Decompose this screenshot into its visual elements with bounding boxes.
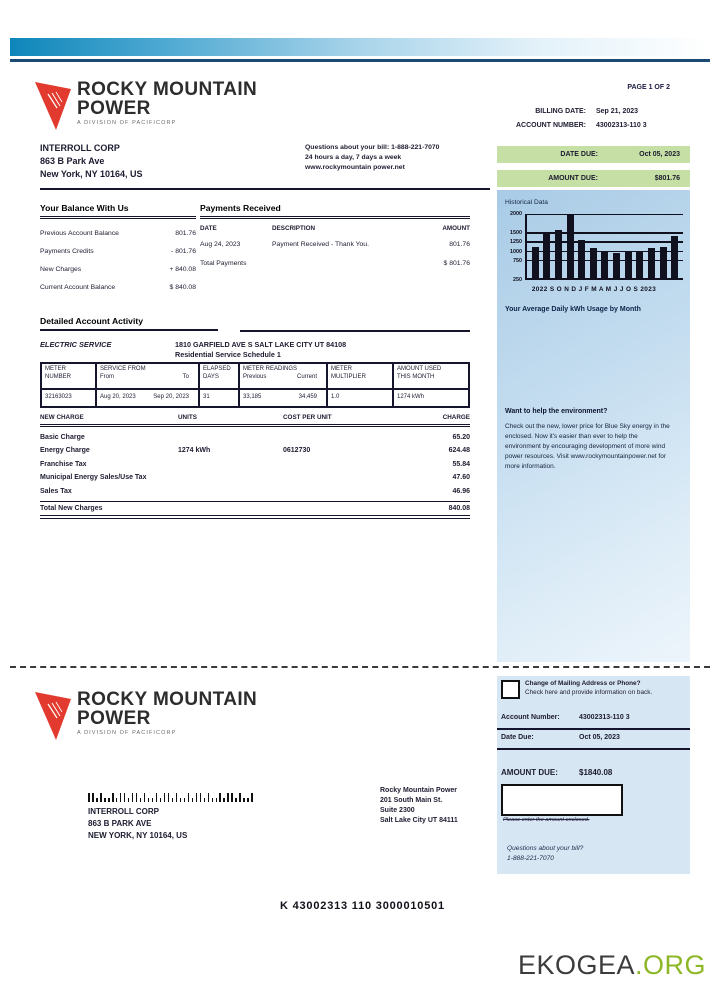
customer-address2: New York, NY 10164, US: [40, 169, 143, 179]
charge-row: Energy Charge 1274 kWh 0612730 624.48: [40, 447, 470, 454]
change-address-checkbox[interactable]: [501, 680, 520, 699]
balance-row-label: Previous Account Balance: [40, 230, 119, 237]
billing-date-label: BILLING DATE:: [535, 108, 586, 115]
amount-due-row: [497, 170, 690, 187]
logo-text: ROCKY MOUNTAIN POWER A DIVISION OF PACIFICORP: [77, 689, 258, 736]
stub-amount-due-row: [501, 768, 612, 777]
payments-col-amount: AMOUNT: [442, 225, 470, 232]
billing-date-row: [430, 108, 688, 120]
ekogea-logo: [518, 950, 706, 981]
ekogea-logo-main: EKOGEA: [517, 950, 635, 980]
stub-mail-name: INTERROLL CORP: [88, 807, 159, 816]
meter-col-readings: METER READINGS Previous Current: [240, 364, 328, 390]
date-due-row: [497, 146, 690, 163]
logo-name-line1: ROCKY MOUNTAIN: [77, 79, 258, 100]
stub-date-due-label: Date Due:: [501, 734, 534, 741]
scanline-code: K 43002313 110 3000010501: [280, 900, 445, 912]
stub-company-logo: [35, 690, 257, 742]
stub-amount-due-value: $1840.08: [579, 768, 613, 777]
chart-caption: Your Average Daily kWh Usage by Month: [505, 306, 641, 313]
balance-row: [40, 284, 196, 291]
account-number-value: 43002313-110 3: [596, 122, 647, 129]
amount-due-value: $801.76: [654, 175, 680, 182]
meter-col-amount-used: AMOUNT USED THIS MONTH: [394, 364, 468, 390]
chart-bar: [671, 236, 678, 278]
stub-account-label: Account Number:: [501, 714, 560, 721]
stub-mailing-address: [88, 806, 187, 842]
account-number-label: ACCOUNT NUMBER:: [516, 122, 586, 129]
payments-header-row: [200, 225, 470, 232]
contact-hours-line: 24 hours a day, 7 days a week: [305, 154, 402, 161]
amount-due-label: AMOUNT DUE:: [548, 175, 598, 182]
meter-number: 32163023: [42, 390, 97, 406]
chart-bar: [625, 252, 632, 278]
payments-total-label: Total Payments: [200, 260, 247, 267]
activity-title: Detailed Account Activity: [40, 316, 218, 331]
charges-col-units: UNITS: [178, 414, 197, 421]
change-address-line1: Change of Mailing Address or Phone?: [525, 680, 641, 687]
company-logo: [35, 80, 257, 132]
balance-row-value: - 801.76: [171, 248, 196, 255]
balance-row: [40, 248, 196, 255]
chart-ytick-label: 2000: [510, 211, 522, 217]
chart-bar: [613, 253, 620, 278]
usage-chart: [505, 211, 683, 283]
charges-total-label: Total New Charges: [40, 504, 103, 512]
balance-section: [40, 203, 196, 291]
usage-chart-xlabels: 2022 S O N D J F M A M J J O S 2023: [531, 286, 657, 293]
amount-enclosed-box[interactable]: [501, 784, 623, 816]
meter-elapsed-days: 31: [200, 390, 240, 406]
customer-address-block: [40, 142, 143, 181]
stub-questions-phone: 1-888-221-7070: [507, 855, 554, 862]
chart-ytick-label: 1500: [510, 229, 522, 236]
meter-service-dates: Aug 20, 2023 Sep 20, 2023: [97, 390, 200, 406]
usage-panel: [497, 190, 690, 662]
meter-col-number: METER NUMBER: [42, 364, 97, 390]
payments-col-date: DATE: [200, 225, 217, 232]
header-divider: [40, 188, 490, 190]
meter-col-service-from: SERVICE FROM From To: [97, 364, 200, 390]
meter-amount-used: 1274 kWh: [397, 394, 425, 401]
charges-col-cost: COST PER UNIT: [283, 414, 332, 421]
stub-questions-line1: Questions about your bill?: [507, 845, 584, 852]
chart-bar: [648, 248, 655, 278]
chart-bar: [555, 230, 562, 278]
charges-col-name: NEW CHARGE: [40, 414, 84, 421]
change-address-line2: Check here and provide information on back.: [525, 688, 653, 696]
customer-address1: 863 B Park Ave: [40, 156, 105, 166]
top-navy-line: [10, 59, 710, 62]
chart-bar: [660, 247, 667, 278]
usage-chart-plot: [525, 214, 683, 280]
chart-bar: [567, 214, 574, 278]
stub-divider: [497, 728, 690, 730]
stub-account-row: [501, 714, 686, 721]
environment-heading: Want to help the environment?: [505, 408, 608, 415]
stub-mail-address1: 863 B PARK AVE: [88, 819, 152, 828]
logo-triangle-icon: [35, 690, 71, 742]
date-due-value: Oct 05, 2023: [639, 151, 680, 158]
page-number: PAGE 1 OF 2: [627, 84, 670, 91]
logo-tagline: A DIVISION OF PACIFICORP: [77, 120, 177, 126]
remit-address: [380, 786, 458, 826]
charge-row: Franchise Tax 55.84: [40, 460, 470, 468]
environment-body: Check out the new, lower price for Blue Sky energy in the enclosed. Now it's easier than ever to help the environment by encouraging development of more wind power resources. Visit www.rockymountainpower.net for more information.: [505, 423, 670, 470]
balance-row-label: Current Account Balance: [40, 284, 116, 291]
stub-divider: [497, 748, 690, 750]
stub-date-due-row: [501, 734, 686, 741]
contact-block: [305, 143, 439, 173]
meter-col-elapsed: ELAPSED DAYS: [200, 364, 240, 390]
balance-row-label: New Charges: [40, 266, 82, 273]
stub-amount-due-label: AMOUNT DUE:: [501, 768, 558, 777]
balance-row-value: $ 840.08: [169, 284, 196, 291]
ekogea-logo-suffix: .ORG: [634, 950, 706, 980]
payment-description: Payment Received - Thank You.: [272, 241, 369, 248]
amount-enclosed-note: Please enter the amount enclosed.: [503, 817, 590, 823]
postal-barcode: [88, 793, 255, 802]
chart-ytick-label: 1000: [510, 248, 522, 255]
contact-website: www.rockymountain power.net: [305, 164, 405, 171]
charge-row: Sales Tax 46.96: [40, 487, 470, 495]
date-due-label: DATE DUE:: [560, 151, 598, 158]
service-address: 1810 GARFIELD AVE S SALT LAKE CITY UT 84108: [175, 340, 347, 349]
service-schedule: Residential Service Schedule 1: [175, 350, 281, 359]
contact-phone-line: Questions about your bill: 1-888-221-7070: [305, 144, 440, 151]
charges-table: [40, 414, 470, 519]
charges-col-amount: CHARGE: [442, 414, 470, 421]
service-address-block: [175, 340, 346, 360]
logo-text: [77, 80, 257, 127]
chart-title: Historical Data: [505, 199, 548, 206]
charges-total-value: 840.08: [448, 504, 470, 512]
remit-name: Rocky Mountain Power: [380, 787, 458, 794]
charges-total-row: [40, 501, 470, 519]
meter-readings: 33,185 34,459: [240, 390, 328, 406]
balance-row-value: 801.76: [175, 230, 196, 237]
chart-ytick-label: 1250: [510, 239, 522, 246]
meter-table: [40, 362, 470, 408]
usage-chart-ylabels: [505, 211, 523, 283]
stub-questions: [507, 844, 583, 864]
payments-row: [200, 241, 470, 248]
change-address-row: [501, 680, 675, 699]
payments-col-desc: DESCRIPTION: [272, 225, 316, 232]
payments-total-value: $ 801.76: [443, 260, 470, 267]
balance-row: [40, 266, 196, 273]
meter-col-multiplier: METER MULTIPLIER: [328, 364, 394, 390]
charge-row: Municipal Energy Sales/Use Tax 47.60: [40, 474, 470, 481]
activity-rule: [240, 330, 470, 332]
chart-bar: [601, 252, 608, 278]
stub-mail-address2: NEW YORK, NY 10164, US: [88, 831, 188, 840]
remit-address3: Salt Lake City UT 84111: [380, 817, 458, 824]
chart-bar: [590, 248, 597, 278]
stub-date-due-value: Oct 05, 2023: [579, 734, 620, 741]
logo-name-line2: POWER: [77, 98, 151, 119]
balance-row: [40, 230, 196, 237]
chart-bar: [532, 247, 539, 278]
perforation-line: [10, 666, 710, 668]
payment-amount: 801.76: [449, 241, 470, 248]
account-number-row: [430, 122, 688, 134]
charges-header-row: [40, 414, 470, 427]
chart-bars: [527, 214, 683, 278]
top-gradient-bar: [10, 38, 710, 56]
payments-title: Payments Received: [200, 203, 470, 219]
chart-ytick-label: 750: [513, 258, 522, 265]
balance-title: Your Balance With Us: [40, 203, 196, 219]
chart-bar: [578, 240, 585, 278]
stub-account-value: 43002313-110 3: [579, 714, 630, 721]
customer-name: INTERROLL CORP: [40, 143, 120, 153]
chart-bar: [636, 251, 643, 278]
balance-row-label: Payments Credits: [40, 248, 94, 255]
remit-address2: Suite 2300: [380, 807, 415, 814]
meter-multiplier: 1.0: [328, 390, 394, 406]
payments-section: [200, 203, 470, 267]
payments-total-row: [200, 260, 470, 267]
charge-row: Basic Charge 65.20: [40, 433, 470, 441]
balance-row-value: + 840.08: [169, 266, 196, 273]
logo-triangle-icon: [35, 80, 71, 132]
payment-date: Aug 24, 2023: [200, 241, 241, 248]
billing-date-value: Sep 21, 2023: [596, 108, 639, 115]
payment-stub-panel: [497, 676, 690, 874]
remit-address1: 201 South Main St.: [380, 797, 443, 804]
chart-ytick-label: 250: [513, 277, 522, 283]
service-type: ELECTRIC SERVICE: [40, 340, 112, 349]
chart-bar: [543, 232, 550, 278]
